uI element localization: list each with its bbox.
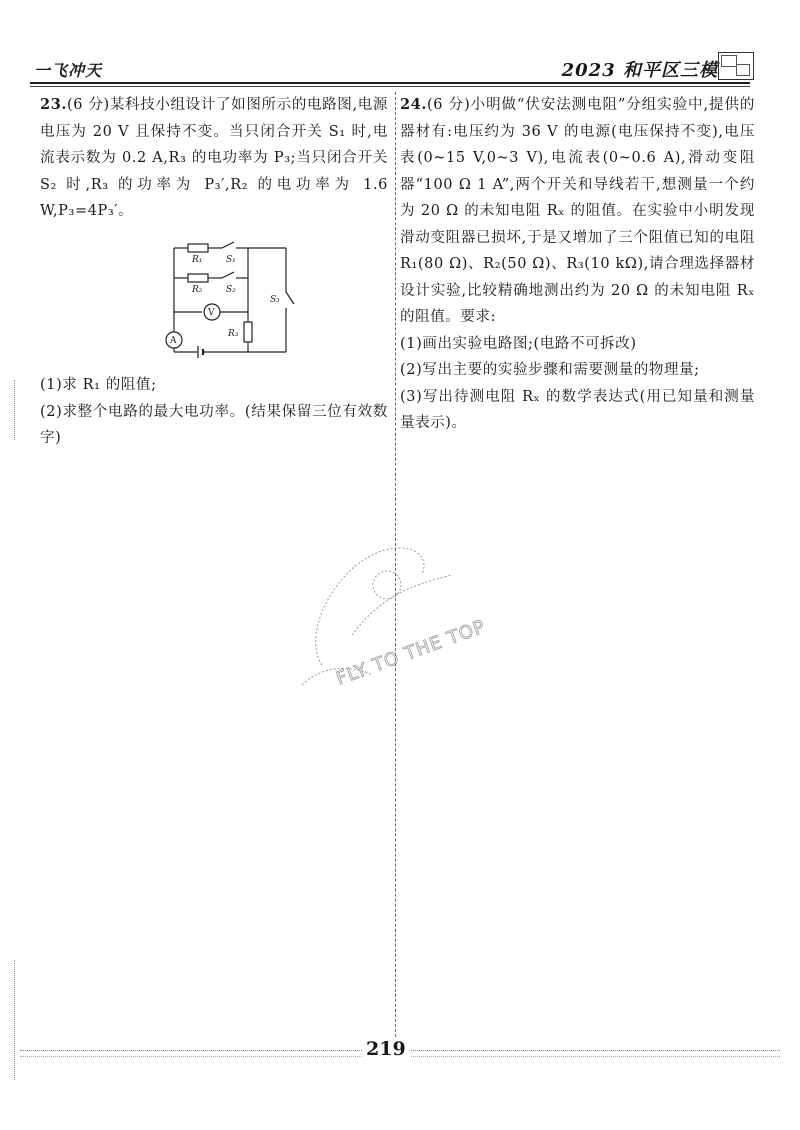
label-s3: S₃ [270,295,280,305]
question-23-number: 23. [40,96,68,113]
label-v: V [208,308,215,318]
question-24-sub3: (3)写出待测电阻 Rₓ 的数学表达式(用已知量和测量量表示)。 [400,388,755,431]
page-number: 219 [362,1038,410,1060]
resistor-r2 [188,274,208,282]
question-24-sub1: (1)画出实验电路图;(电路不可拆改) [400,335,637,352]
margin-mark [14,380,15,440]
header-badge-icon [718,52,754,80]
label-s1: S₁ [226,255,236,265]
question-23 [40,92,388,225]
question-24-sub2: (2)写出主要的实验步骤和需要测量的物理量; [400,362,700,378]
header-rule-thin [30,86,750,87]
question-24 [400,92,755,437]
switch-s1 [222,242,234,248]
resistor-r3 [244,322,252,342]
header-rule [30,82,750,84]
label-s2: S₂ [226,285,236,295]
switch-s2 [222,272,234,278]
question-23-stem: (6 分)某科技小组设计了如图所示的电路图,电源电压为 20 V 且保持不变。当只闭合开关 S₁ 时,电流表示数为 0.2 A,R₃ 的电功率为 P₃;当只闭合开关 S₂ 时,R₃ 的功率为 P₃′,R₂ 的电功率为 1.6 W,P₃=4P₃′。 [40,97,388,219]
watermark-text: FLY TO THE TOP [333,616,489,690]
label-a: A [170,336,177,346]
switch-s3 [286,292,294,304]
margin-mark [14,960,15,1080]
question-24-stem: (6 分)小明做“伏安法测电阻”分组实验中,提供的器材有:电压约为 36 V 的电源(电压保持不变),电压表(0~15 V,0~3 V),电流表(0~0.6 A),滑动变阻器“100 Ω 1 A”,两个开关和导线若干,想测量一个约为 20 Ω 的未知电阻 Rₓ 的阻值。在实验中小明发现滑动变阻器已损坏,于是又增加了三个阻值已知的电阻 R₁(80 Ω)、R₂(50 Ω)、R₃(10 kΩ),请合理选择器材设计实验,比较精确地测出约为 20 Ω 的未知电阻 Rₓ 的阻值。要求: [400,97,755,325]
label-r2: R₂ [192,285,203,295]
question-24-number: 24. [400,96,428,113]
label-r3: R₃ [228,329,239,339]
series-logo-text: 一飞冲天 [34,61,103,80]
circuit-diagram [160,240,300,365]
label-r1: R₁ [192,255,203,265]
exam-title: 2023 和平区三模 [561,60,718,81]
question-23-sub1: (1)求 R₁ 的阻值; [40,377,157,393]
question-23-subquestions [40,372,388,452]
resistor-r1 [188,244,208,252]
watermark-logo [262,515,522,715]
question-23-sub2: (2)求整个电路的最大电功率。(结果保留三位有效数字) [40,403,388,446]
